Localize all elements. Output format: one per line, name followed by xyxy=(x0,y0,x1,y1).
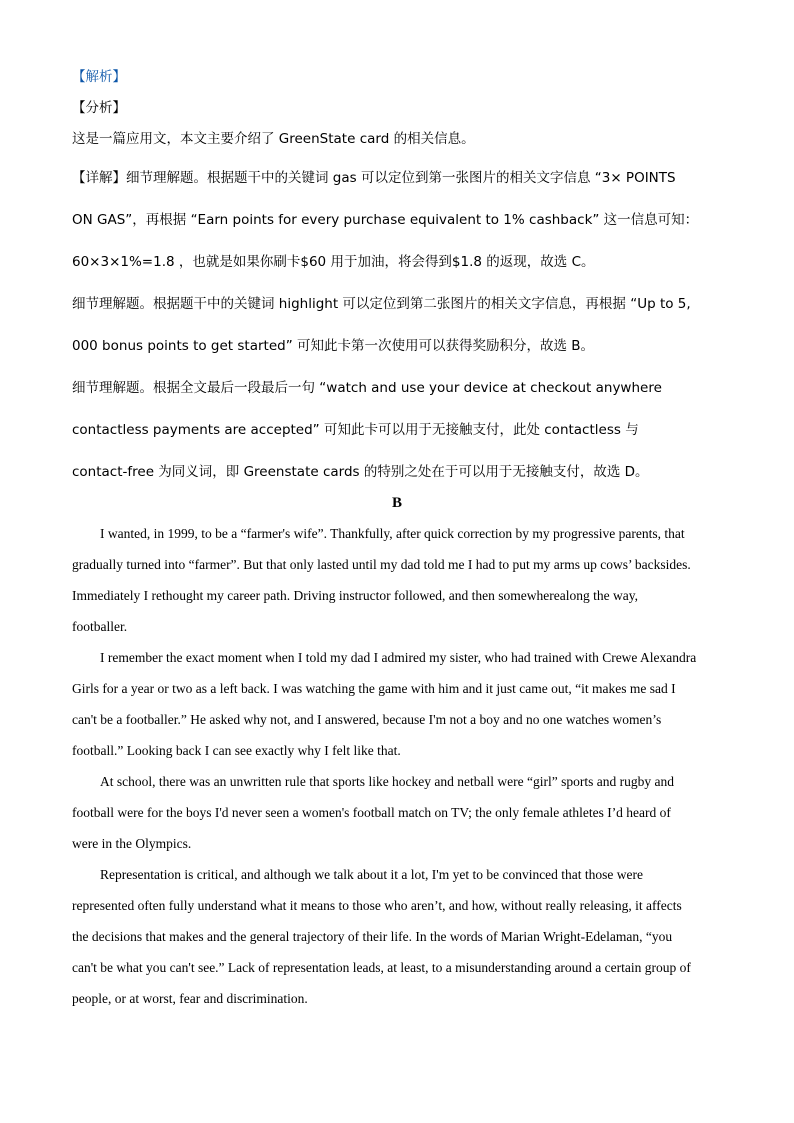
passage-paragraph-1 xyxy=(72,518,722,642)
passage-line: I wanted, in 1999, to be a “farmer's wife”. Thankfully, after quick correction by my progressive parents, that xyxy=(100,526,685,541)
jiexi-tag: 【解析】 xyxy=(72,69,126,85)
passage-line: footballer. xyxy=(72,619,128,634)
analysis-heading xyxy=(72,62,732,93)
passage-line: people, or at worst, fear and discrimination. xyxy=(72,991,308,1006)
passage-line: At school, there was an unwritten rule that sports like hockey and netball were “girl” sports and rugby and xyxy=(100,774,674,789)
fenxi-heading xyxy=(72,93,732,124)
detail-line: contactless payments are accepted” 可知此卡可以用于无接触支付，此处 contactless 与 xyxy=(72,422,639,438)
passage-paragraph-2 xyxy=(72,642,722,766)
passage-line: were in the Olympics. xyxy=(72,836,192,851)
passage-line: represented often fully understand what it means to those who aren’t, and how, without really releasing, it affects xyxy=(72,898,682,913)
passage-line: can't be what you can't see.” Lack of representation leads, at least, to a misunderstanding around a certain group of xyxy=(72,960,691,975)
passage-line: can't be a footballer.” He asked why not, and I answered, because I'm not a boy and no one watches women’s xyxy=(72,712,662,727)
detail-line: 000 bonus points to get started” 可知此卡第一次使用可以获得奖励积分，故选 B。 xyxy=(72,338,595,354)
passage-paragraph-4 xyxy=(72,859,722,1014)
passage-line: football.” Looking back I can see exactly why I felt like that. xyxy=(72,743,401,758)
section-title: B xyxy=(391,495,402,511)
passage-paragraph-3 xyxy=(72,766,722,859)
detail-line: ON GAS”，再根据 “Earn points for every purchase equivalent to 1% cashback” 这一信息可知： xyxy=(72,212,699,228)
reading-passage xyxy=(72,518,722,1014)
passage-line: football were for the boys I'd never seen a women's football match on TV; the only female athletes I’d heard of xyxy=(72,805,671,820)
passage-line: Representation is critical, and although we talk about it a lot, I'm yet to be convinced that those were xyxy=(100,867,644,882)
passage-line: the decisions that makes and the general trajectory of their life. In the words of Marian Wright-Edelaman, “you xyxy=(72,929,673,944)
passage-line: gradually turned into “farmer”. But that only lasted until my dad told me I had to put my arms up cows’ backsides. xyxy=(72,557,691,572)
fenxi-tag: 【分析】 xyxy=(72,100,126,116)
analysis-section xyxy=(72,62,732,493)
passage-line: I remember the exact moment when I told my dad I admired my sister, who had trained with Crewe Alexandra xyxy=(100,650,697,665)
detail-line: 细节理解题。根据题干中的关键词 highlight 可以定位到第二张图片的相关文字信息，再根据 “Up to 5, xyxy=(72,296,691,312)
passage-line: Immediately I rethought my career path. Driving instructor followed, and then somewherealong the way, xyxy=(72,588,638,603)
detail-line: 60×3×1%=1.8 ，也就是如果你刷卡$60 用于加油，将会得到$1.8 的返现，故选 C。 xyxy=(72,254,595,270)
detail-line xyxy=(72,157,732,199)
detail-tag: 【详解】 xyxy=(72,170,126,186)
passage-line: Girls for a year or two as a left back. I was watching the game with him and it just came out, “it makes me sad I xyxy=(72,681,676,696)
detail-line: contact-free 为同义词，即 Greenstate cards 的特别之处在于可以用于无接触支付，故选 D。 xyxy=(72,464,649,480)
analysis-intro: 这是一篇应用文，本文主要介绍了 GreenState card 的相关信息。 xyxy=(72,131,475,147)
detail-text: 细节理解题。根据题干中的关键词 gas 可以定位到第一张图片的相关文字信息 “3× POINTS xyxy=(126,170,676,186)
detail-line: 细节理解题。根据全文最后一段最后一句 “watch and use your device at checkout anywhere xyxy=(72,380,662,396)
